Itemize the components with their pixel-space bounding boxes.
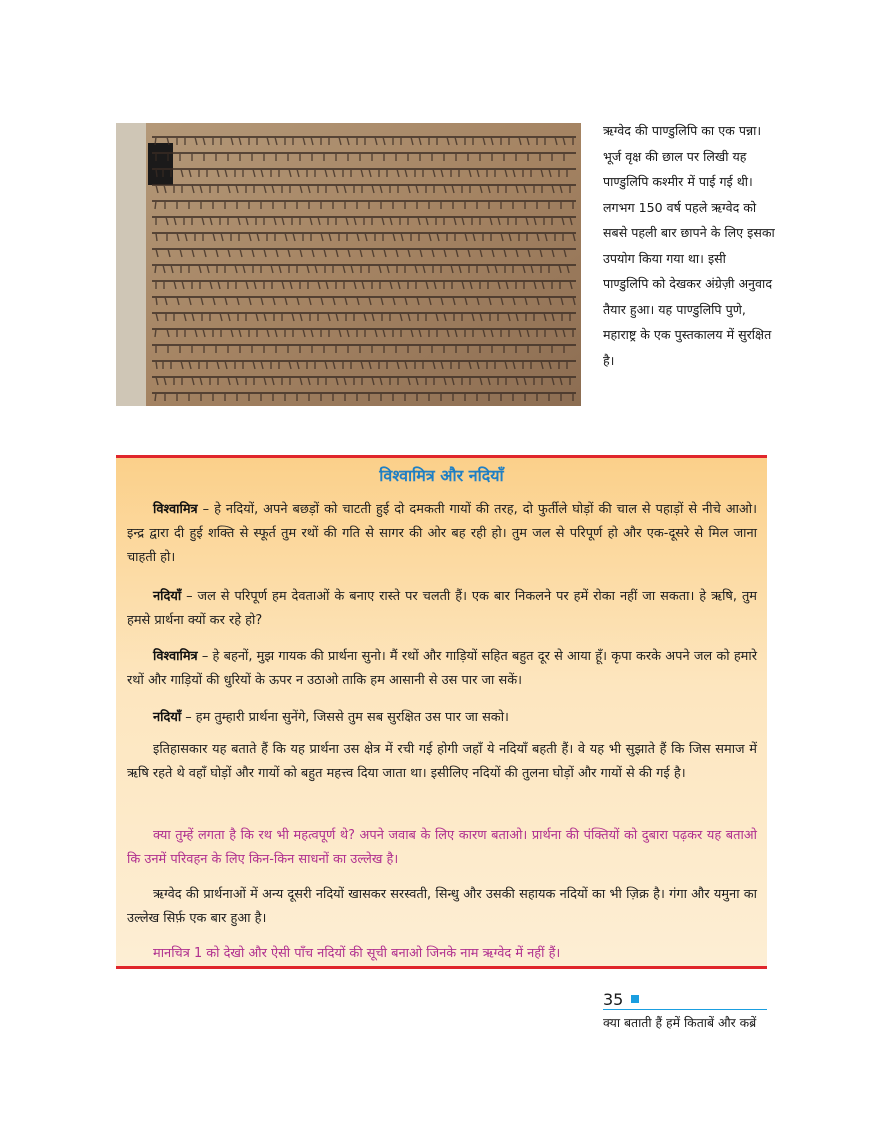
speaker-name: विश्वामित्र <box>153 502 198 517</box>
script-stroke <box>155 393 156 401</box>
paragraph-text: – हे नदियों, अपने बछड़ों को चाटती हुई दो दमकती गायों की तरह, दो फुर्तीले घोड़ों की चाल से पहाड़ों से नीचे आओ। इन्द्र द्वारा दी हुई शक्ति से स्फूर्त तुम रथों की गति से सागर की ओर बह रही हो। तुम जल से परिपूर्ण हो और एक-दूसरे से मिल जाना चाहती हो। <box>127 502 757 565</box>
script-stroke <box>155 329 156 337</box>
paragraph-1 <box>127 498 757 570</box>
photo-caption <box>603 118 775 373</box>
page-number: 35 <box>603 990 624 1009</box>
paragraph-3 <box>127 645 757 693</box>
script-stroke <box>156 361 157 369</box>
paragraph-5: इतिहासकार यह बताते हैं कि यह प्रार्थना उस क्षेत्र में रची गई होगी जहाँ ये नदियाँ बहती हैं। वे यह भी सुझाते हैं कि जिस समाज में ऋषि रहते थे वहाँ घोड़ों और गायों को बहुत महत्त्व दिया जाता था। इसीलिए नदियों की तुलना घोड़ों और गायों से की गई है। <box>127 742 757 781</box>
speaker-name: नदियाँ <box>153 710 182 725</box>
footer-rule <box>603 1009 767 1010</box>
info-box <box>116 455 767 969</box>
speaker-name: नदियाँ <box>153 589 182 604</box>
paragraph-text: – जल से परिपूर्ण हम देवताओं के बनाए रास्ते पर चलती हैं। एक बार निकलने पर हमें रोका नहीं जा सकता। हे ऋषि, तुम हमसे प्रार्थना क्यों कर रहे हो? <box>127 589 757 628</box>
caption-title: ऋग्वेद की पाण्डुलिपि का एक पन्ना। <box>603 123 762 138</box>
script-stroke <box>156 297 157 305</box>
script-stroke <box>155 137 156 145</box>
page-marker-square <box>631 995 639 1003</box>
book-title: क्या बताती हैं हमें किताबें और कब्रें <box>603 1015 757 1030</box>
paragraph-2 <box>127 585 757 633</box>
activity-paragraph: मानचित्र 1 को देखो और ऐसी पाँच नदियों की सूची बनाओ जिनके नाम ऋग्वेद में नहीं हैं। <box>153 946 561 961</box>
script-stroke <box>156 169 157 177</box>
paragraph-7: ऋग्वेद की प्रार्थनाओं में अन्य दूसरी नदियों खासकर सरस्वती, सिन्धु और उसकी सहायक नदियों का भी ज़िक्र है। गंगा और यमुना का उल्लेख सिर्फ़ एक बार हुआ है। <box>127 887 757 926</box>
script-stroke <box>156 233 157 241</box>
manuscript-photo <box>116 123 581 406</box>
script-stroke <box>155 201 156 209</box>
box-title: विश्वामित्र और नदियाँ <box>379 466 504 485</box>
speaker-name: विश्वामित्र <box>153 649 198 664</box>
paragraph-text: – हे बहनों, मुझ गायक की प्रार्थना सुनो। मैं रथों और गाड़ियों सहित बहुत दूर से आया हूँ। कृपा करके अपने जल को हमारे रथों और गाड़ियों की धुरियों के ऊपर न उठाओ ताकि हम आसानी से उस पार जा सकें। <box>127 649 757 688</box>
script-stroke <box>155 265 156 273</box>
paragraph-4 <box>127 706 757 730</box>
caption-body: भूर्ज वृक्ष की छाल पर लिखी यह पाण्डुलिपि कश्मीर में पाई गई थी। लगभग 150 वर्ष पहले ऋग्वेद को सबसे पहली बार छापने के लिए इसका उपयोग किया गया था। इसी पाण्डुलिपि को देखकर अंग्रेज़ी अनुवाद तैयार हुआ। यह पाण्डुलिपि पुणे, महाराष्ट्र के एक पुस्तकालय में सुरक्षित है। <box>603 148 775 368</box>
question-paragraph: क्या तुम्हें लगता है कि रथ भी महत्वपूर्ण थे? अपने जवाब के लिए कारण बताओ। प्रार्थना की पंक्तियों को दुबारा पढ़कर यह बताओ कि उनमें परिवहन के लिए किन-किन साधनों का उल्लेख है। <box>127 828 757 867</box>
paragraph-text: – हम तुम्हारी प्रार्थना सुनेंगे, जिससे तुम सब सुरक्षित उस पार जा सको। <box>181 710 509 725</box>
